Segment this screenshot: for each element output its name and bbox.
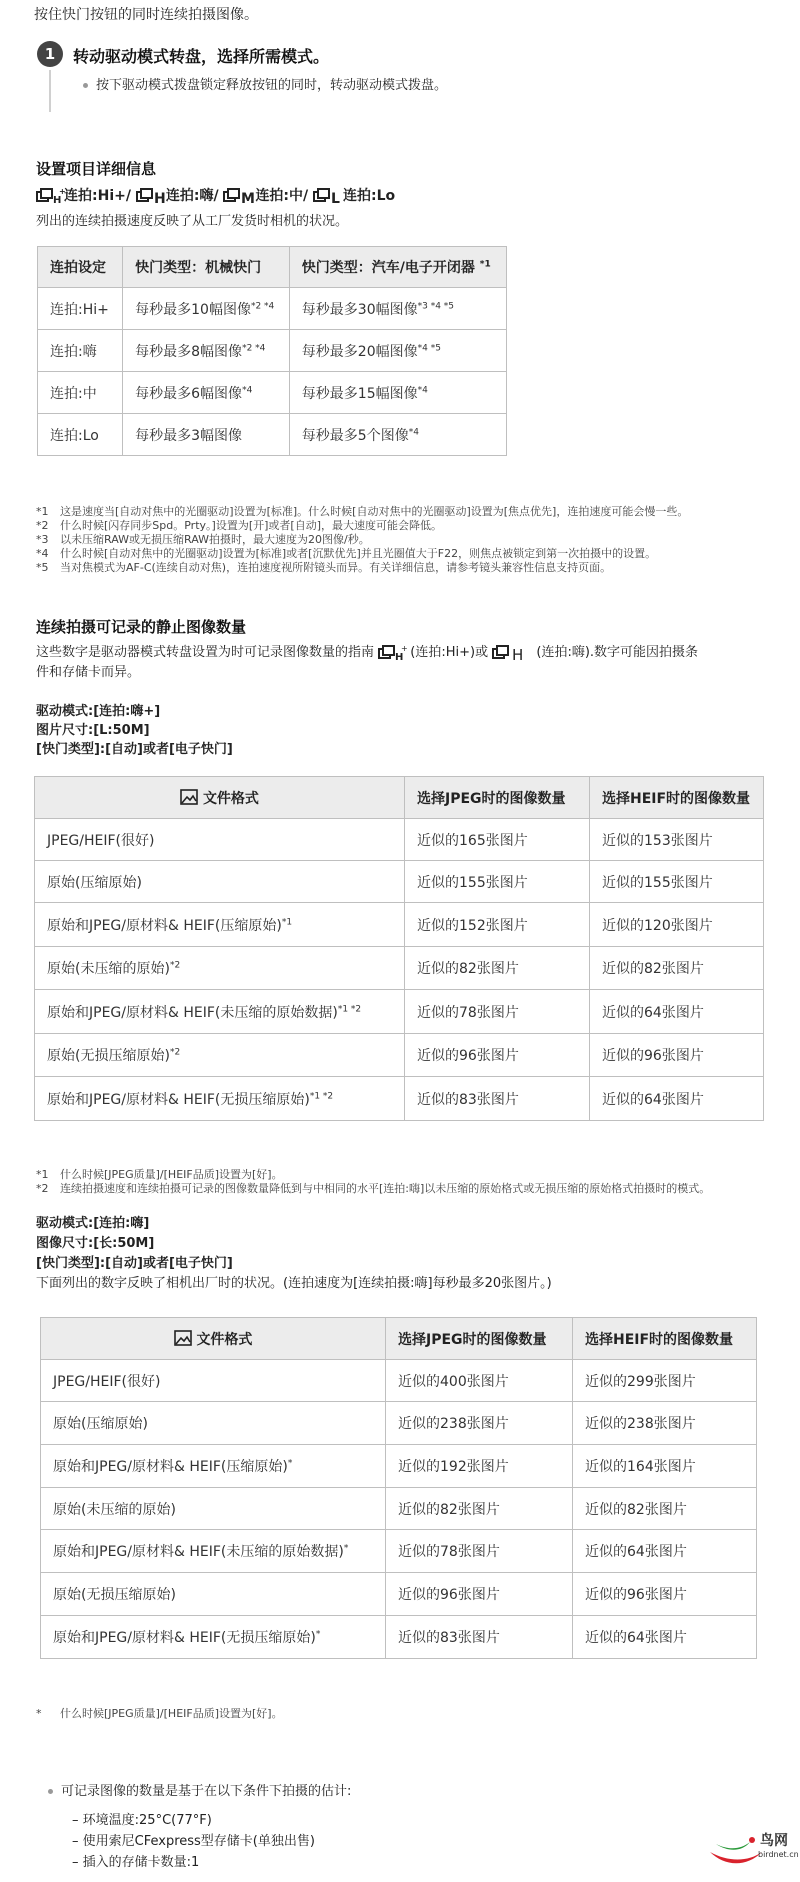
table-row xyxy=(38,288,507,330)
cell-mode: 连拍:Hi+ xyxy=(38,288,123,330)
table-row xyxy=(41,1530,757,1573)
col-header-heif: 选择HEIF时的图像数量 xyxy=(590,777,764,819)
continuous-speed-table xyxy=(37,246,507,456)
step-number-badge: 1 xyxy=(37,41,63,67)
watermark-url: birdnet.cn xyxy=(758,1850,799,1859)
cell-jpeg: 近似的96张图片 xyxy=(386,1573,573,1616)
cell-format: 原始(未压缩的原始) xyxy=(41,1488,386,1530)
table-row xyxy=(35,990,764,1034)
cell-format: 原始(无损压缩原始) xyxy=(41,1573,386,1616)
cell-jpeg: 近似的155张图片 xyxy=(405,861,590,903)
footnote: *2 连续拍摄速度和连续拍摄可记录的图像数量降低到与中相同的水平[连拍:嗨]以未压缩的原始格式或无损压缩的原始格式拍摄时的模式。 xyxy=(36,1182,711,1195)
col-header-jpeg: 选择JPEG时的图像数量 xyxy=(386,1318,573,1360)
watermark-cn: 鸟网 xyxy=(760,1833,788,1849)
cell-format: 原始和JPEG/原材料& HEIF(未压缩的原始数据)$^{*1 *2}$ xyxy=(35,990,405,1034)
cell-mech: 每秒最多6幅图像$^{*4}$ xyxy=(123,372,290,414)
estimate-conditions xyxy=(72,1810,315,1873)
svg-text:H: H xyxy=(512,645,524,664)
recordable-heading: 连续拍摄可记录的静止图像数量 xyxy=(36,618,247,636)
recordable-table-hi-plus xyxy=(34,776,764,1121)
condition-line: 图像尺寸:[长:50M] xyxy=(36,1236,155,1251)
cell-jpeg: 近似的83张图片 xyxy=(405,1077,590,1121)
cell-format: 原始和JPEG/原材料& HEIF(压缩原始)$^{*1}$ xyxy=(35,903,405,947)
cell-heif: 近似的299张图片 xyxy=(573,1360,757,1402)
cell-heif: 近似的82张图片 xyxy=(573,1488,757,1530)
speed-footnotes xyxy=(36,505,688,575)
table-row xyxy=(35,1034,764,1077)
cell-format: 原始和JPEG/原材料& HEIF(未压缩的原始数据)* xyxy=(41,1530,386,1573)
cell-heif: 近似的120张图片 xyxy=(590,903,764,947)
cell-format: 原始和JPEG/原材料& HEIF(无损压缩原始)$^{*1 *2}$ xyxy=(35,1077,405,1121)
svg-text:M: M xyxy=(241,191,256,207)
cell-format: 原始(压缩原始) xyxy=(41,1402,386,1445)
col-header-format: 文件格式 xyxy=(41,1318,386,1360)
cell-jpeg: 近似的82张图片 xyxy=(405,947,590,990)
mode-label-hi-plus: 连拍:Hi+/ xyxy=(64,188,131,204)
watermark-logo xyxy=(706,1822,799,1878)
col-header-electronic: 快门类型：汽车/电子开闭器 $^{*1}$ xyxy=(289,247,506,288)
cell-format: 原始(压缩原始) xyxy=(35,861,405,903)
block1-footnotes xyxy=(36,1168,710,1196)
condition-line: 驱动模式:[连拍:嗨+] xyxy=(36,704,161,719)
list-item: – 插入的存储卡数量:1 xyxy=(72,1855,200,1870)
table-header-row xyxy=(38,247,507,288)
continuous-hi-plus-icon xyxy=(378,644,406,662)
table-row xyxy=(35,947,764,990)
condition-line: [快门类型]:[自动]或者[电子快门] xyxy=(36,742,233,757)
block2-note: 下面列出的数字反映了相机出厂时的状况。(连拍速度为[连续拍摄:嗨]每秒最多20张图片。) xyxy=(36,1276,552,1291)
continuous-hi-icon xyxy=(136,187,166,205)
continuous-mid-icon xyxy=(223,187,255,205)
svg-text:H: H xyxy=(53,195,62,206)
cell-heif: 近似的238张图片 xyxy=(573,1402,757,1445)
footnote: *1 这是速度当[自动对焦中的光圈驱动]设置为[标准]。什么时候[自动对焦中的光圈驱动]设置为[焦点优先]，连拍速度可能会慢一些。 xyxy=(36,505,689,518)
continuous-lo-icon xyxy=(313,187,343,205)
cell-jpeg: 近似的78张图片 xyxy=(405,990,590,1034)
cell-mech: 每秒最多10幅图像$^{*2 *4}$ xyxy=(123,288,290,330)
cell-format: 原始(未压缩的原始)$^{*2}$ xyxy=(35,947,405,990)
step-title: 转动驱动模式转盘，选择所需模式。 xyxy=(73,47,330,66)
cell-format: 原始和JPEG/原材料& HEIF(无损压缩原始)* xyxy=(41,1616,386,1659)
condition-line: [快门类型]:[自动]或者[电子快门] xyxy=(36,1256,233,1271)
condition-line: 图片尺寸:[L:50M] xyxy=(36,723,150,738)
cell-format: 原始和JPEG/原材料& HEIF(压缩原始)* xyxy=(41,1445,386,1488)
footnote: *4 什么时候[自动对焦中的光圈驱动]设置为[标准]或者[沉默优先]并且光圈值大于F22，则焦点被锁定到第一次拍摄中的设置。 xyxy=(36,547,657,560)
cell-heif: 近似的82张图片 xyxy=(590,947,764,990)
step-connector-line xyxy=(49,70,51,112)
list-item: – 环境温度:25°C(77°F) xyxy=(72,1813,212,1828)
cell-jpeg: 近似的82张图片 xyxy=(386,1488,573,1530)
table-row xyxy=(41,1402,757,1445)
continuous-hi-icon xyxy=(492,644,532,662)
image-file-icon xyxy=(180,789,198,805)
cell-jpeg: 近似的152张图片 xyxy=(405,903,590,947)
table-row xyxy=(38,330,507,372)
table-row xyxy=(35,819,764,861)
cell-heif: 近似的96张图片 xyxy=(573,1573,757,1616)
cell-jpeg: 近似的192张图片 xyxy=(386,1445,573,1488)
table-row xyxy=(41,1573,757,1616)
step-bullet xyxy=(83,74,447,93)
estimate-bullet: 可记录图像的数量是基于在以下条件下拍摄的估计: xyxy=(48,1780,351,1799)
block2-footnote: * 什么时候[JPEG质量]/[HEIF品质]设置为[好]。 xyxy=(36,1707,283,1720)
cell-elec: 每秒最多5个图像$^{*4}$ xyxy=(289,414,506,456)
cell-heif: 近似的164张图片 xyxy=(573,1445,757,1488)
cell-elec: 每秒最多30幅图像$^{*3 *4 *5}$ xyxy=(289,288,506,330)
table-row xyxy=(35,903,764,947)
cell-jpeg: 近似的78张图片 xyxy=(386,1530,573,1573)
table-row xyxy=(35,861,764,903)
continuous-hi-plus-icon xyxy=(36,187,64,205)
cell-format: JPEG/HEIF(很好) xyxy=(35,819,405,861)
table-header-row xyxy=(35,777,764,819)
table-row xyxy=(35,1077,764,1121)
table-row xyxy=(38,414,507,456)
svg-text:L: L xyxy=(331,191,340,207)
cell-heif: 近似的64张图片 xyxy=(573,1616,757,1659)
col-header-jpeg: 选择JPEG时的图像数量 xyxy=(405,777,590,819)
modes-line xyxy=(36,185,395,205)
image-file-icon xyxy=(174,1330,192,1346)
col-header-format: 文件格式 xyxy=(35,777,405,819)
block2-conditions xyxy=(36,1214,552,1294)
svg-text:+: + xyxy=(401,643,408,653)
footnote: *3 以未压缩RAW或无损压缩RAW拍摄时，最大速度为20图像/秒。 xyxy=(36,533,370,546)
cell-heif: 近似的153张图片 xyxy=(590,819,764,861)
table-row xyxy=(38,372,507,414)
footnote: *5 当对焦模式为AF-C(连续自动对焦)，连拍速度视所附镜头而异。有关详细信息，请参考镜头兼容性信息支持页面。 xyxy=(36,561,612,574)
cell-heif: 近似的155张图片 xyxy=(590,861,764,903)
table-row xyxy=(41,1488,757,1530)
cell-elec: 每秒最多15幅图像$^{*4}$ xyxy=(289,372,506,414)
cell-heif: 近似的64张图片 xyxy=(590,1077,764,1121)
table-header-row xyxy=(41,1318,757,1360)
cell-format: 原始(无损压缩原始)$^{*2}$ xyxy=(35,1034,405,1077)
cell-jpeg: 近似的238张图片 xyxy=(386,1402,573,1445)
settings-heading: 设置项目详细信息 xyxy=(36,160,157,178)
cell-mech: 每秒最多3幅图像 xyxy=(123,414,290,456)
cell-jpeg: 近似的83张图片 xyxy=(386,1616,573,1659)
settings-note: 列出的连续拍摄速度反映了从工厂发货时相机的状况。 xyxy=(36,214,349,229)
bullet-dot xyxy=(83,83,88,88)
cell-mech: 每秒最多8幅图像$^{*2 *4}$ xyxy=(123,330,290,372)
list-item: – 使用索尼CFexpress型存储卡(单独出售) xyxy=(72,1834,315,1849)
cell-heif: 近似的64张图片 xyxy=(573,1530,757,1573)
mode-label-hi: 连拍:嗨/ xyxy=(165,188,219,204)
cell-jpeg: 近似的165张图片 xyxy=(405,819,590,861)
cell-jpeg: 近似的96张图片 xyxy=(405,1034,590,1077)
svg-text:H: H xyxy=(395,651,404,663)
cell-jpeg: 近似的400张图片 xyxy=(386,1360,573,1402)
condition-line: 驱动模式:[连拍:嗨] xyxy=(36,1216,150,1231)
recordable-desc: 这些数字是驱动器模式转盘设置为时可记录图像数量的指南 H + (连拍:Hi+)或 H (连拍:嗨).数字可能因拍摄条 件和存储卡而异。 xyxy=(36,643,699,680)
footnote: *1 什么时候[JPEG质量]/[HEIF品质]设置为[好]。 xyxy=(36,1168,283,1181)
svg-text:H: H xyxy=(153,191,166,207)
cell-elec: 每秒最多20幅图像$^{*4 *5}$ xyxy=(289,330,506,372)
svg-text:+: + xyxy=(59,187,66,196)
block1-conditions xyxy=(36,702,233,759)
footnote: *2 什么时候[闪存同步Spd。Prty。]设置为[开]或者[自动]，最大速度可能会降低。 xyxy=(36,519,442,532)
bullet-dot xyxy=(48,1789,53,1794)
cell-mode: 连拍:中 xyxy=(38,372,123,414)
recordable-table-hi xyxy=(40,1317,757,1659)
cell-mode: 连拍:嗨 xyxy=(38,330,123,372)
intro-text: 按住快门按钮的同时连续拍摄图像。 xyxy=(34,7,258,23)
mode-label-lo: 连拍:Lo xyxy=(343,188,396,204)
table-row xyxy=(41,1445,757,1488)
table-row xyxy=(41,1360,757,1402)
col-header-heif: 选择HEIF时的图像数量 xyxy=(573,1318,757,1360)
col-header-mode: 连拍设定 xyxy=(38,247,123,288)
cell-heif: 近似的96张图片 xyxy=(590,1034,764,1077)
cell-heif: 近似的64张图片 xyxy=(590,990,764,1034)
col-header-mechanical: 快门类型：机械快门 xyxy=(123,247,290,288)
table-row xyxy=(41,1616,757,1659)
cell-format: JPEG/HEIF(很好) xyxy=(41,1360,386,1402)
cell-mode: 连拍:Lo xyxy=(38,414,123,456)
step-bullet-text: 按下驱动模式拨盘锁定释放按钮的同时，转动驱动模式拨盘。 xyxy=(96,78,448,93)
mode-label-mid: 连拍:中/ xyxy=(255,188,309,204)
